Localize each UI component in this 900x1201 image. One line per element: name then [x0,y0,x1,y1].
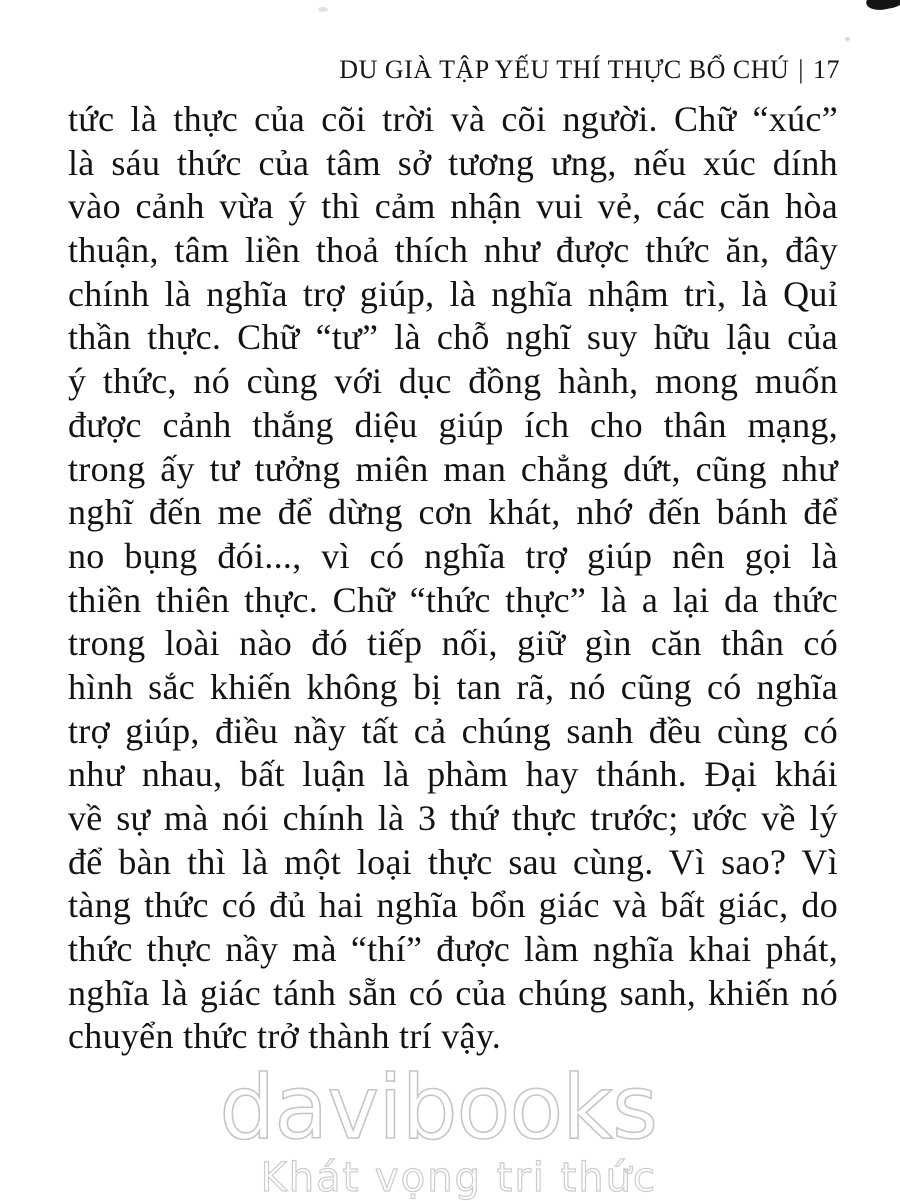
text-line: thần thực. Chữ “tư” là chỗ nghĩ suy hữu lậu của [68,317,838,358]
header-separator: | [798,55,804,84]
text-line: về sự mà nói chính là 3 thứ thực trước; ước về lý [68,798,838,838]
text-line: vào cảnh vừa ý thì cảm nhận vui vẻ, các căn hòa [68,186,838,227]
text-line: thuận, tâm liền thoả thích như được thức ăn, đây [68,230,838,271]
watermark-brand-logo: davibooks [219,1056,657,1159]
text-line: trong loài nào đó tiếp nối, giữ gìn căn thân có [68,623,838,664]
scan-artifact-speck [845,37,850,41]
text-line: như nhau, bất luận là phàm hay thánh. Đại khái [68,754,838,795]
scan-artifact-smudge [318,7,328,12]
text-line: tàng thức có đủ hai nghĩa bổn giác và bất giác, do [68,885,838,926]
text-line: tức là thực của cõi trời và cõi người. Chữ “xúc” [68,99,838,139]
text-line: thức thực nầy mà “thí” được làm nghĩa khai phát, [68,929,838,970]
text-line: thiền thiên thực. Chữ “thức thực” là a lại da thức [68,579,838,620]
text-line: trợ giúp, điều nầy tất cả chúng sanh đều cùng có [68,710,838,751]
body-text-block [68,98,838,1059]
text-line: chuyển thức trở thành trí vậy. [68,1016,502,1057]
text-line: hình sắc khiến không bị tan rã, nó cũng có nghĩa [68,666,838,707]
scan-artifact-corner [865,0,900,12]
text-line: nghĩa là giác tánh sẵn có của chúng sanh, khiến nó [68,972,838,1013]
text-line: nghĩ đến me để dừng cơn khát, nhớ đến bánh để [68,492,838,533]
watermark [219,1056,657,1201]
page-number: 17 [813,55,840,84]
watermark-tagline: Khát vọng tri thức [260,1155,657,1201]
text-line: ý thức, nó cùng với dục đồng hành, mong muốn [68,361,838,402]
header-title: DU GIÀ TẬP YẾU THÍ THỰC BỔ CHÚ [339,55,790,84]
text-line: để bàn thì là một loại thực sau cùng. Vì sao? Vì [68,841,838,882]
text-line: là sáu thức của tâm sở tương ưng, nếu xúc dính [68,142,838,183]
text-line: no bụng đói..., vì có nghĩa trợ giúp nên gọi là [68,535,838,576]
text-line: được cảnh thắng diệu giúp ích cho thân mạng, [68,404,838,445]
text-line: trong ấy tư tưởng miên man chẳng dứt, cũng như [68,448,838,489]
running-header [339,55,840,85]
text-line: chính là nghĩa trợ giúp, là nghĩa nhậm trì, là Quỉ [68,273,838,314]
